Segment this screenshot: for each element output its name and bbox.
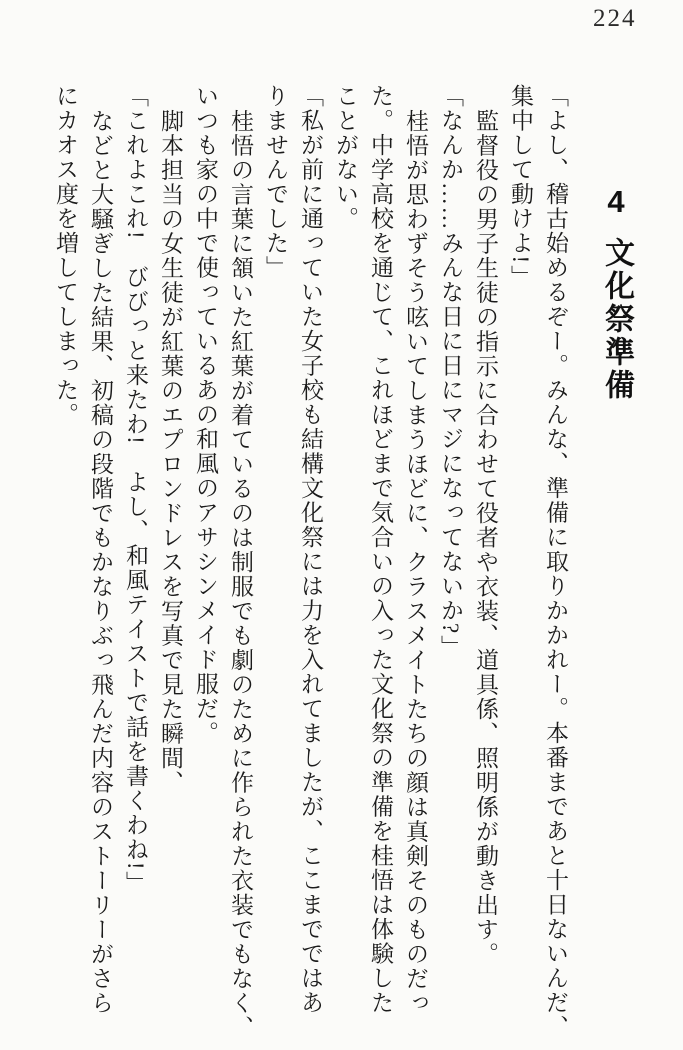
text-column: 監督役の男子生徒の指示に合わせて役者や衣装、道具係、照明係が動き出す。 — [473, 109, 498, 967]
text-column: りませんでした」 — [263, 84, 288, 280]
text-column: ことがない。 — [333, 84, 358, 231]
text-column: 「よし、稽古始めるぞー。みんな、準備に取りかかれー。本番まであと十日ないんだ、 — [543, 84, 568, 1040]
chapter-number: 4 — [607, 184, 625, 219]
text-column: いつも家の中で使っているあの和風のアサシンメイド服だ。 — [193, 84, 218, 746]
body-text — [48, 84, 573, 1046]
text-column: などと大騒ぎした結果、初稿の段階でもかなりぶっ飛んだ内容のストーリーがさら — [88, 109, 113, 1016]
text-column: 桂悟の言葉に頷いた紅葉が着ているのは制服でも劇のために作られた衣装でもなく、 — [228, 109, 253, 1040]
text-column: 脚本担当の女生徒が紅葉のエプロンドレスを写真で見た瞬間、 — [158, 109, 183, 795]
chapter-heading — [593, 186, 639, 402]
text-column: 「なんか……みんな日に日にマジになってないか?」 — [438, 84, 463, 660]
text-column: 集中して動けよ!」 — [508, 84, 533, 290]
text-column: 「これよこれ! びびっと来たわ! よし、和風テイストで話を書くわね!」 — [123, 84, 148, 896]
text-column: にカオス度を増してしまった。 — [53, 84, 78, 427]
text-column: た。中学高校を通じて、これほどまで気合いの入った文化祭の準備を桂悟は体験した — [368, 84, 393, 1015]
page-number: 224 — [593, 5, 637, 32]
chapter-title: 文化祭準備 — [600, 237, 633, 402]
text-column: 桂悟が思わずそう呟いてしまうほどに、クラスメイトたちの顔は真剣そのものだっ — [403, 109, 428, 1016]
text-column: 「私が前に通っていた女子校も結構文化祭には力を入れてましたが、ここまでではあ — [298, 84, 323, 1015]
